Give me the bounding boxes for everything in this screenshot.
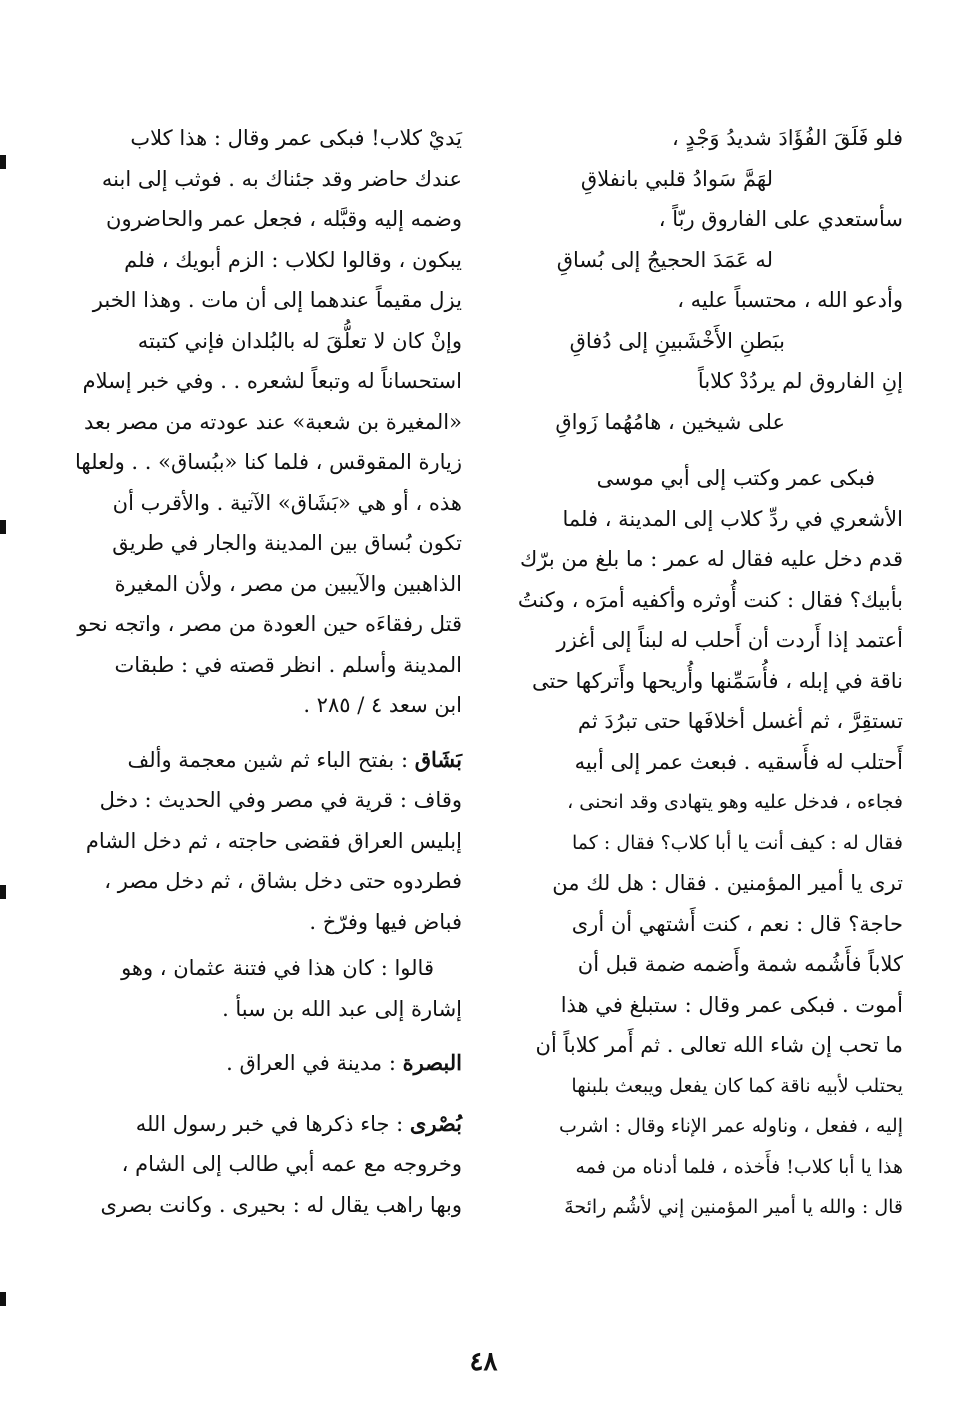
entry-busra <box>62 1104 462 1226</box>
scan-mark <box>0 1292 6 1306</box>
scan-mark <box>0 155 6 169</box>
scan-mark <box>0 520 6 534</box>
text-line: وضمه إليه وقبَّله ، فجعل عمر والحاضرون <box>106 207 462 231</box>
text-line: يزل مقيماً عندهما إلى أن مات . وهذا الخبر <box>92 288 462 312</box>
text-line: قتل رفقاءَه حين العودة من مصر ، واتجه نحو <box>77 612 462 636</box>
verse-line: ببَطنِ الأَخْشَبينِ إلى دُفاقِ <box>569 328 785 353</box>
text-line: حاجة؟ قال : نعم ، كنت أَشتهي أن أرى <box>571 911 903 936</box>
kilab-continuation-paragraph <box>62 118 462 726</box>
scan-mark <box>0 885 6 899</box>
text-line: أَحتلب له فأَسقيه . فبعث عمر إلى أبيه <box>574 749 903 774</box>
text-line: هذه ، أو هي «بَشَاق» الآتية . والأقرب أن <box>112 490 462 515</box>
bashaq-note <box>62 948 462 1029</box>
text-line: البصرة : مدينة في العراق . <box>226 1050 462 1075</box>
text-line: فطردوه حتى دخل بشاق ، ثم دخل مصر ، <box>104 869 462 893</box>
text-line: ما تحب إن شاء الله تعالى . ثم أَمر كلاباً أن <box>535 1033 903 1057</box>
verse-line: على شيخين ، هامُهُما زَواقِ <box>555 409 785 434</box>
text-line: فجاءه ، فدخل عليه وهو يتهادى وقد انحنى ، <box>567 791 903 813</box>
verse-line: لهَمَّ سَوادُ قلبي بانفلاقِ <box>580 166 773 191</box>
right-column <box>508 118 903 1228</box>
text-line: أعتمد إذا أَردت أن أَحلب له لبناً إلى أغزر <box>556 628 903 652</box>
page-number: ٤٨ <box>469 1347 498 1377</box>
text-line: ناقة في إبله ، فأُسَمِّنها وأُريحها وأَتركها حتى <box>532 668 903 693</box>
text-line: وإنْ كان لا تعلُّقَ له بالبُلدان فإني كتبته <box>137 328 462 353</box>
text-line: هذا يا أبا كلاب! فأَخذه ، فلما أدناه من فمه <box>575 1155 903 1178</box>
text-line: وقاف : قرية في مصر وفي الحديث : دخل <box>99 788 462 812</box>
text-line: كلاباً فأَشُمه شمة وأَضمه ضمة قبل أن <box>577 952 903 976</box>
text-line: الأشعري في ردِّ كلاب إلى المدينة ، فلما <box>562 506 903 531</box>
text-line: قال : والله يا أمير المؤمنين إني لأشُم رائحةَ <box>564 1196 903 1218</box>
entry-bashaq <box>62 740 462 943</box>
text-line: قالوا : كان هذا في فتنة عثمان ، وهو <box>121 956 434 980</box>
text-line: إليه ، ففعل ، وناوله عمر الإناء وقال : اشرب <box>558 1115 903 1137</box>
text-line: تكون بُساق بين المدينة والجار في طريق <box>112 531 462 555</box>
text-line: فقال له : كيف أنت يا أبا كلاب؟ فقال : كما <box>571 831 903 854</box>
verse-line: له عَمَدَ الحجيجُ إلى بُساقِ <box>556 247 773 272</box>
left-column <box>62 118 462 1225</box>
text-line: زيارة المقوقس ، فلما كنا «ببُساق» . . ولعلها <box>75 450 462 474</box>
text-line: ابن سعد ٤ / ٢٨٥ . <box>303 693 462 717</box>
entry-term: البصرة <box>402 1050 462 1075</box>
text-line: يبكون ، وقالوا لكلاب : الزم أبويك ، فلم <box>124 247 462 272</box>
text-line: فبكى عمر وكتب إلى أبي موسى <box>596 466 875 490</box>
text-line: يَديْ كلاب! فبكى عمر وقال : هذا كلاب <box>130 126 462 150</box>
text-line: استحساناً له وتبعاً لشعره . . وفي خبر إسلام <box>82 369 462 393</box>
entry-term: بُصْرى <box>409 1110 462 1136</box>
text-line: فباض فيها وفرّخ . <box>309 909 462 934</box>
text-line: تستقِرَّ ، ثم أغسل أخلافَها حتى تبرُدَ ثم <box>577 709 903 733</box>
entry-basra <box>62 1043 462 1084</box>
text-line: ترى يا أمير المؤمنين . فقال : هل لك من <box>552 871 903 895</box>
text-line: بأبيك؟ فقال : كنت أُوثره وأكفيه أمرَه ، وكنتُ <box>517 587 903 612</box>
text-line: وخروجه مع عمه أبي طالب إلى الشام ، <box>121 1152 462 1176</box>
text-line: قدم دخل عليه فقال له عمر : ما بلغ من برّك <box>519 547 903 571</box>
text-line: وبها راهب يقال له : بحيرى . وكانت بصرى <box>100 1192 462 1217</box>
text-line: المدينة وأسلم . انظر قصته في : طبقات <box>114 652 462 677</box>
text-line: بُصْرى : جاء ذكرها في خبر رسول الله <box>135 1110 462 1136</box>
verse-line: إنِ الفاروق لم يردُدْ كلاباً <box>697 369 903 393</box>
verse-line: سأستعدي على الفاروق ربّاً ، <box>658 207 903 231</box>
text-line: عندك حاضر وقد جئناك به . فوثب إلى ابنه <box>101 166 462 191</box>
text-line: أموت . فبكى عمر وقال : ستبلغ في هذا <box>560 992 903 1017</box>
text-line: إبليس العراق فقضى حاجته ، ثم دخل الشام <box>85 828 462 853</box>
text-line: إشارة إلى عبد الله بن سبأ . <box>222 996 462 1021</box>
text-line: بَشَاق : بفتح الباء ثم شين معجمة وألف <box>127 746 462 772</box>
entry-term: بَشَاق <box>414 746 462 772</box>
text-line: «المغيرة بن شعبة» عند عودته من مصر بعد <box>83 409 462 434</box>
story-paragraph <box>508 458 903 1228</box>
verse-line: فلو فَلَقَ الفُؤَادَ شديدُ وَجْدٍ ، <box>671 126 903 150</box>
verse-line: وأدعو الله ، محتسباً عليه ، <box>677 288 903 312</box>
text-line: يحتلب لأبيه ناقة كما كان يفعل ويبعث بلبنها <box>571 1074 903 1097</box>
text-line: الذاهبين والآيبين من مصر ، ولأن المغيرة <box>114 571 462 596</box>
